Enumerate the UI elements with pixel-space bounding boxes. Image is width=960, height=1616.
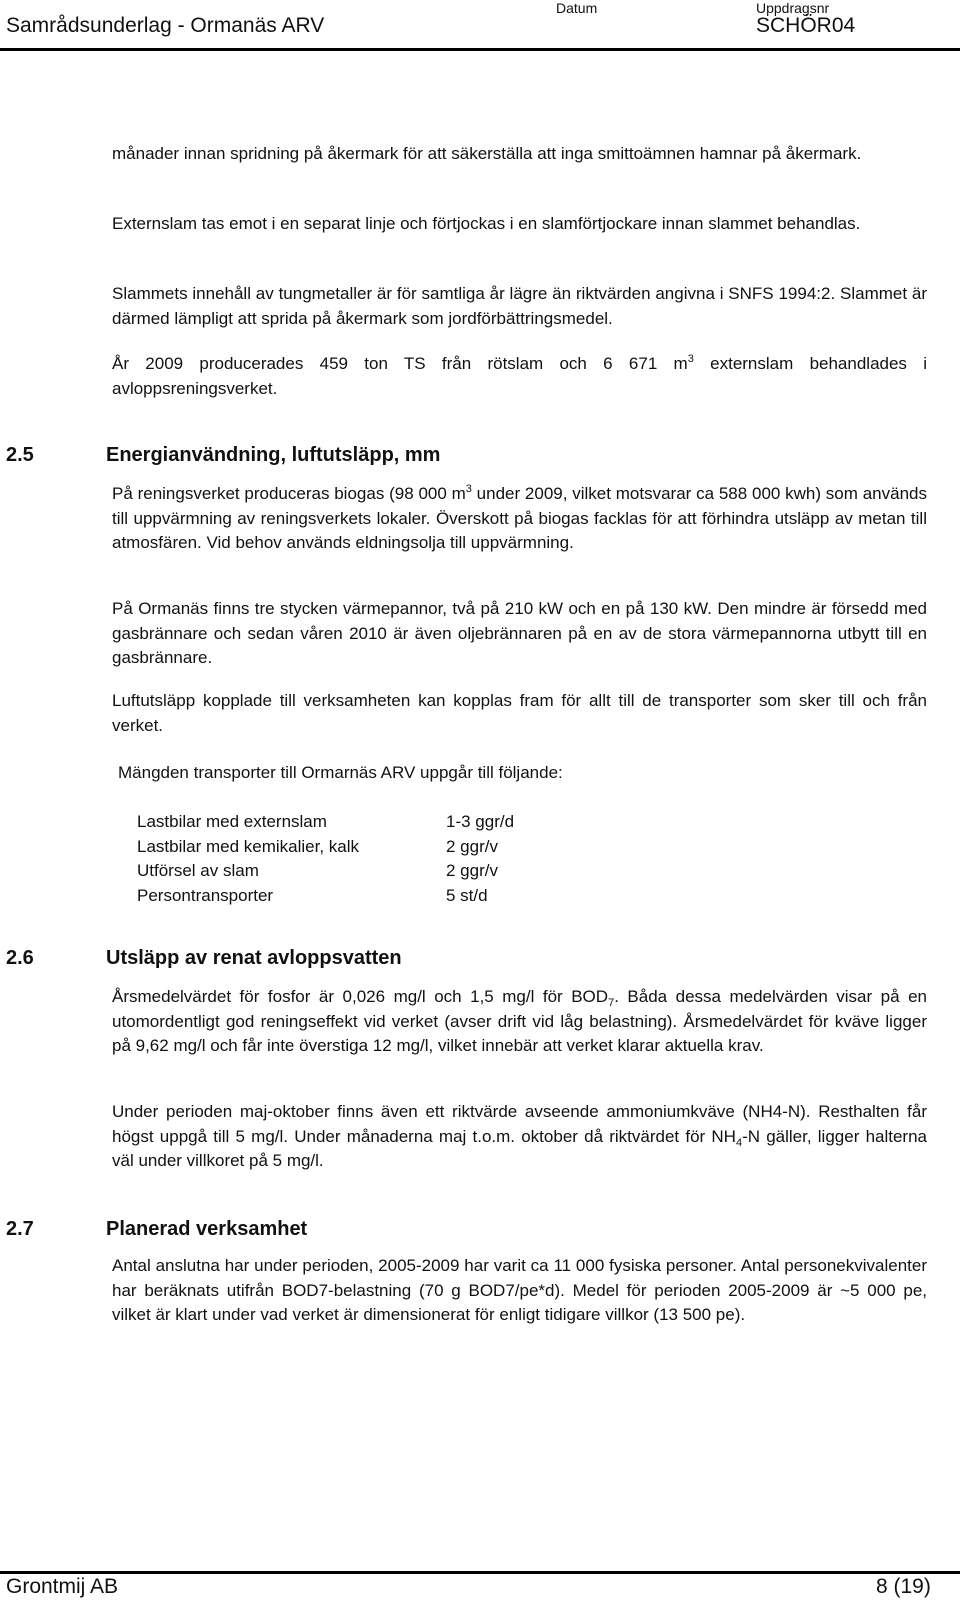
- table-row: [137, 810, 514, 835]
- company-name: Grontmij AB: [6, 1575, 119, 1598]
- transport-frequency: 5 st/d: [446, 885, 488, 905]
- paragraph-boilers: På Ormanäs finns tre stycken värmepannor, två på 210 kW och en på 130 kW. Den mindre är försedd med gasbrännare och sedan våren 2010 är även oljebrännaren på en av de stora värmepannorna utbytt till en gasbrännare.: [112, 599, 927, 667]
- paragraph-external-sludge: Externslam tas emot i en separat linje och förtjockas i en slamförtjockare innan slammet behandlas.: [112, 214, 861, 233]
- section-title: Utsläpp av renat avloppsvatten: [106, 947, 402, 969]
- transport-intro: Mängden transporter till Ormarnäs ARV uppgår till följande:: [118, 763, 563, 782]
- transport-type: Persontransporter: [137, 885, 274, 905]
- transport-frequency: 2 ggr/v: [446, 836, 498, 856]
- table-row: [137, 884, 514, 909]
- paragraph-biogas: [112, 482, 927, 556]
- subscript: 4: [735, 1136, 743, 1149]
- paragraph-planned-operation: Antal anslutna har under perioden, 2005-2009 har varit ca 11 000 fysiska personer. Antal personekvivalenter har beräknats utifrån BOD7-belastning (70 g BOD7/pe*d). Medel för perioden 2005-2009 är ~5 000 pe, vilket är klart under vad verket är dimensionerat för enligt tidigare villkor (13 500 pe).: [112, 1256, 927, 1324]
- text-span: under 2009, vilket motsvarar ca 588 000 kwh) som används till uppvärmning av reningsverkets lokaler. Överskott på biogas facklas för att förhindra utsläpp av metan till atmosfären. Vid behov används eldningsolja till uppvärmning.: [112, 484, 927, 552]
- section-number: 2.7: [6, 1218, 34, 1240]
- superscript: 3: [687, 353, 694, 365]
- text-span: På reningsverket produceras biogas (98 000 m: [112, 484, 466, 503]
- superscript: 3: [465, 483, 472, 495]
- paragraph-spreading: månader innan spridning på åkermark för att säkerställa att inga smittoämnen hamnar på åkermark.: [112, 144, 862, 163]
- paragraph-air-emissions: Luftutsläpp kopplade till verksamheten kan kopplas fram för allt till de transporter som sker till och från verket.: [112, 691, 927, 735]
- header-rule: [0, 48, 960, 51]
- transport-frequency: 2 ggr/v: [446, 861, 498, 880]
- document-title: Samrådsunderlag - Ormanäs ARV: [6, 14, 325, 37]
- section-number: 2.6: [6, 947, 34, 969]
- section-title: Planerad verksamhet: [106, 1218, 308, 1240]
- paragraph-heavy-metals: Slammets innehåll av tungmetaller är för samtliga år lägre än riktvärden angivna i SNFS 1994:2. Slammet är därmed lämpligt att sprida på åkermark som jordförbättringsmedel.: [112, 284, 927, 328]
- transport-type: Lastbilar med externslam: [137, 812, 327, 831]
- page-number: 8 (19): [876, 1575, 931, 1598]
- section-number: 2.5: [6, 444, 34, 466]
- text-span: -N gäller, ligger halterna väl under villkoret på 5 mg/l.: [112, 1126, 927, 1170]
- paragraph-ammonium: [112, 1100, 927, 1174]
- section-title: Energianvändning, luftutsläpp, mm: [106, 444, 441, 466]
- section-heading-2-5: [6, 444, 440, 467]
- footer-rule: [0, 1571, 960, 1574]
- transport-type: Lastbilar med kemikalier, kalk: [137, 836, 360, 856]
- paragraph-production-2009: [112, 352, 927, 401]
- table-row: [137, 859, 514, 884]
- text-span: År 2009 producerades 459 ton TS från rötslam och 6 671 m: [112, 354, 688, 373]
- assignment-number: SCHÖR04: [756, 14, 856, 37]
- text-span: Årsmedelvärdet för fosfor är 0,026 mg/l och 1,5 mg/l för BOD: [112, 987, 609, 1006]
- transport-type: Utförsel av slam: [137, 861, 259, 880]
- date-label: Datum: [556, 0, 598, 16]
- paragraph-phosphorus: [112, 985, 927, 1059]
- assignment-label: Uppdragsnr: [756, 0, 830, 16]
- text-span: . Båda dessa medelvärden visar på en utomordentligt god reningseffekt vid verket (avser drift vid låg belastning). Årsmedelvärdet för kväve ligger på 9,62 mg/l och får inte överstiga 12 mg/l, vilket innebär att verket klarar aktuella krav.: [112, 987, 927, 1055]
- text-span: externslam behandlades i avloppsreningsverket.: [112, 354, 927, 398]
- text-span: Under perioden maj-oktober finns även ett riktvärde avseende ammoniumkväve (NH4-N). Resthalten får högst uppgå till 5 mg/l. Under månaderna maj t.o.m. oktober då riktvärdet för NH: [112, 1102, 927, 1146]
- section-heading-2-6: [6, 947, 402, 970]
- transport-table: [137, 810, 514, 908]
- transport-frequency: 1-3 ggr/d: [446, 812, 515, 831]
- section-heading-2-7: [6, 1218, 307, 1241]
- table-row: [137, 835, 514, 860]
- subscript: 7: [608, 997, 615, 1009]
